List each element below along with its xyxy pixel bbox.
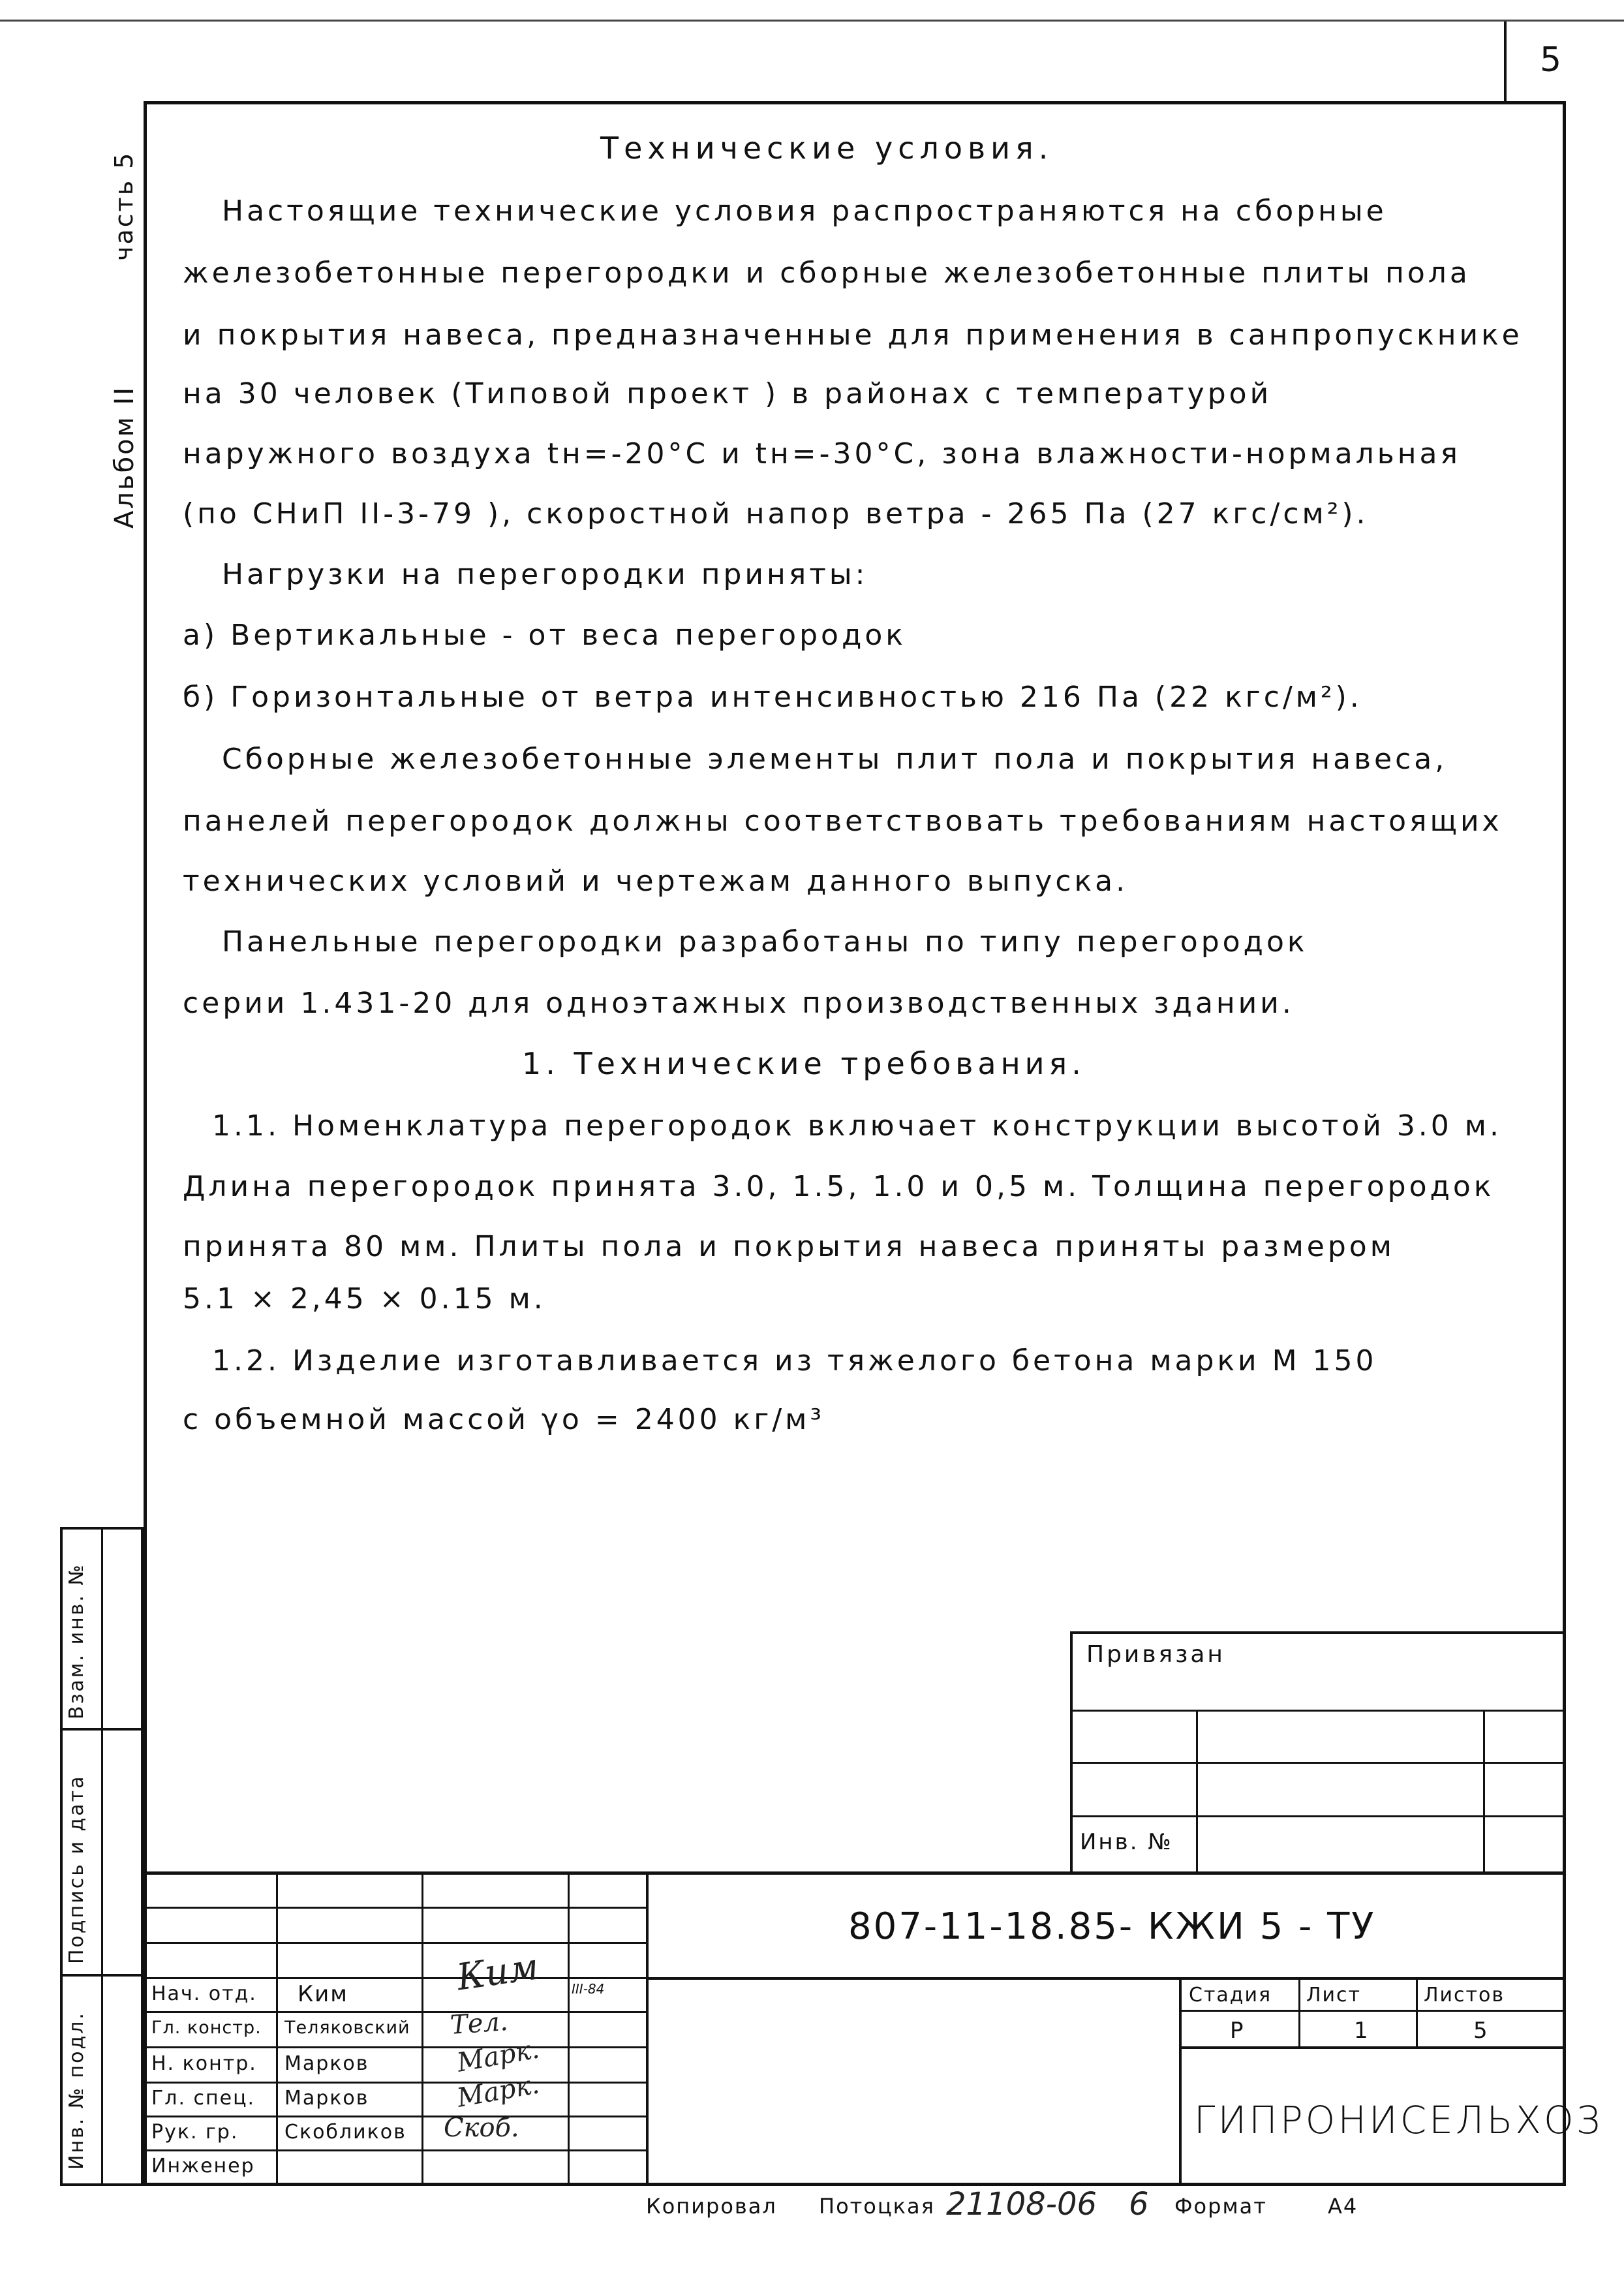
s11-line-1: 1.1. Номенклатура перегородок включает конструкции высотой 3.0 м. (212, 1109, 1502, 1143)
binding-col-2 (1483, 1710, 1485, 1873)
binding-row-3 (1070, 1815, 1566, 1817)
para3-line-2: серии 1.431-20 для одноэтажных производственных здании. (183, 987, 1295, 1020)
s12-line-1: 1.2. Изделие изготавливается из тяжелого бетона марки М 150 (212, 1344, 1377, 1377)
footer-copied-label: Копировал (646, 2194, 777, 2219)
tb-name-2: Теляковский (284, 2018, 410, 2038)
tb-left-grid-row8 (144, 2149, 646, 2151)
tb-doc-code: 807-11-18.85- КЖИ 5 - ТУ (848, 1905, 1376, 1948)
signature-3: Марк. (454, 2034, 542, 2078)
tb-role-6: Инженер (151, 2155, 255, 2178)
tb-role-1: Нач. отд. (151, 1982, 257, 2005)
footer-copier: Потоцкая (819, 2194, 935, 2219)
load-vertical: а) Вертикальные - от веса перегородок (183, 619, 906, 652)
para3-line-1: Панельные перегородки разработаны по типу перегородок (222, 925, 1308, 959)
footer-format-label: Формат (1174, 2194, 1267, 2219)
tb-left-grid-row4 (144, 2011, 646, 2013)
left-stamp-inv-orig: Инв. № подл. (65, 2011, 88, 2170)
top-edge-line (0, 20, 1624, 22)
intro-line-6: (по СНиП II-3-79 ), скоростной напор ветра - 265 Па (27 кгс/см²). (183, 497, 1369, 531)
footer-order: 21108-06 (946, 2186, 1097, 2223)
tb-left-grid-row6 (144, 2082, 646, 2084)
tb-stage-col2 (1416, 1977, 1418, 2048)
tb-stage-row2 (1179, 2046, 1566, 2049)
tb-stage-value: Р (1230, 2018, 1245, 2044)
tb-col-name (421, 1871, 423, 2185)
tb-organization: ГИПРОНИСЕЛЬХОЗ (1194, 2098, 1603, 2142)
sheet-number: 5 (1540, 40, 1562, 80)
tb-left-grid-row7 (144, 2116, 646, 2117)
s11-line-2: Длина перегородок принята 3.0, 1.5, 1.0 и 0,5 м. Толщина перегородок (183, 1170, 1495, 1203)
tb-sheet-value: 1 (1354, 2018, 1370, 2044)
left-stamp-sign-date: Подпись и дата (65, 1774, 88, 1964)
binding-row-1 (1070, 1710, 1566, 1712)
tb-role-5: Рук. гр. (151, 2121, 239, 2144)
intro-line-5: наружного воздуха tн=-20°С и tн=-30°С, зона влажности-нормальная (183, 437, 1461, 470)
tb-col-sig (568, 1871, 570, 2185)
footer-format: А4 (1328, 2194, 1358, 2219)
tb-name-4: Марков (284, 2087, 369, 2110)
intro-line-3: и покрытия навеса, предназначенные для применения в санпропускнике (183, 318, 1523, 352)
para2-line-2: панелей перегородок должны соответствовать требованиям настоящих (183, 805, 1503, 838)
intro-line-1: Настоящие технические условия распространяются на сборные (222, 194, 1387, 228)
binding-col-1 (1196, 1710, 1198, 1873)
tb-col-role (276, 1871, 278, 2185)
intro-line-2: железобетонные перегородки и сборные железобетонные плиты пола (183, 256, 1471, 290)
tb-col-main (646, 1871, 649, 2185)
doc-title: Технические условия. (600, 131, 1054, 166)
left-stamp-row-1 (60, 1728, 144, 1731)
tb-sheets-value: 5 (1473, 2018, 1489, 2044)
intro-line-4: на 30 человек (Типовой проект ) в районах с температурой (183, 377, 1272, 410)
tb-left-grid-row1 (144, 1907, 646, 1909)
tb-left-grid-row2 (144, 1942, 646, 1944)
left-stamp-row-2 (60, 1974, 144, 1977)
s12-line-2: с объемной массой γо = 2400 кг/м³ (183, 1403, 825, 1436)
left-stamp-divider (101, 1527, 103, 2186)
binding-row-2 (1070, 1762, 1566, 1764)
signature-note: III-84 (572, 1981, 605, 1997)
tb-stage-label: Стадия (1189, 1984, 1272, 2007)
side-label-part: часть 5 (110, 151, 138, 261)
frame-top (144, 101, 1566, 104)
tb-sheet-label: Лист (1306, 1984, 1362, 2007)
binding-inv-label: Инв. № (1080, 1829, 1173, 1855)
signature-5: Скоб. (444, 2113, 519, 2143)
tb-name-3: Марков (284, 2052, 369, 2075)
loads-title: Нагрузки на перегородки приняты: (222, 558, 868, 591)
tb-top (144, 1871, 1566, 1875)
signature-1: Ким (454, 1945, 542, 1999)
tb-left-grid-row3 (144, 1977, 646, 1979)
frame-bottom (144, 2183, 1566, 2186)
tb-stage-row1 (1179, 2010, 1566, 2012)
binding-label: Привязан (1086, 1641, 1225, 1668)
para2-line-3: технических условий и чертежам данного выпуска. (183, 865, 1129, 898)
tb-sheets-label: Листов (1424, 1984, 1505, 2007)
sheet-box-left (1504, 22, 1507, 103)
tb-stage-left (1179, 1977, 1182, 2185)
load-horizontal: б) Горизонтальные от ветра интенсивностью 216 Па (22 кгс/м²). (183, 681, 1362, 714)
tb-left-grid-row5 (144, 2046, 646, 2048)
tb-role-4: Гл. спец. (151, 2087, 256, 2110)
tb-name-1: Ким (298, 1981, 348, 2007)
signature-4: Марк. (454, 2069, 542, 2114)
signature-2: Тел. (449, 2006, 510, 2041)
para2-line-1: Сборные железобетонные элементы плит пола и покрытия навеса, (222, 743, 1448, 776)
tb-code-bottom (646, 1977, 1566, 1980)
s11-line-3: принята 80 мм. Плиты пола и покрытия навеса приняты размером (183, 1230, 1395, 1263)
side-label-album: Альбом II (110, 385, 140, 529)
tb-stage-col1 (1298, 1977, 1300, 2048)
tb-role-2: Гл. констр. (151, 2018, 262, 2038)
footer-num: 6 (1129, 2186, 1149, 2223)
left-stamp-swap-inv: Взам. инв. № (65, 1563, 88, 1719)
section-title: 1. Технические требования. (522, 1046, 1086, 1081)
tb-name-5: Скобликов (284, 2121, 406, 2144)
s11-line-4: 5.1 × 2,45 × 0.15 м. (183, 1282, 546, 1316)
tb-role-3: Н. контр. (151, 2052, 257, 2075)
